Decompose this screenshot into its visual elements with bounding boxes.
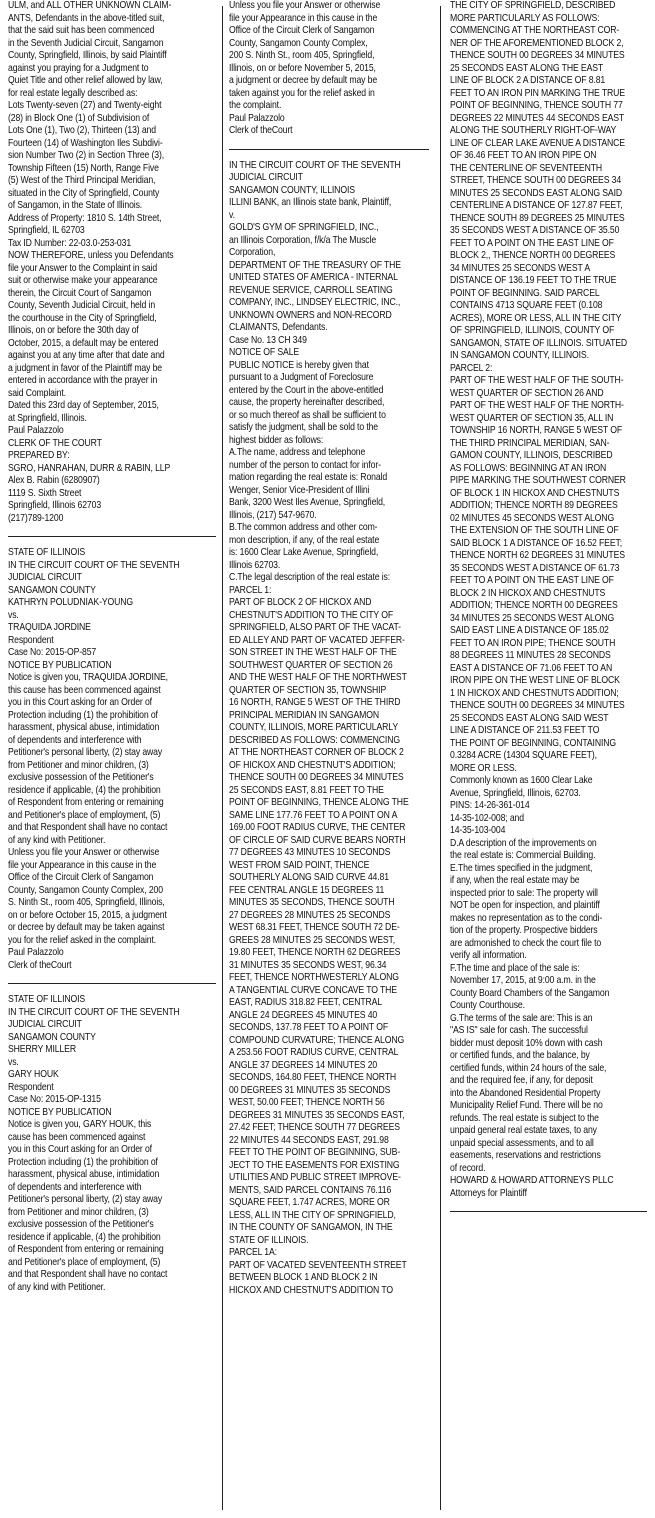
- notice-of-sale: IN THE CIRCUIT COURT OF THE SEVENTH JUDICIAL CIRCUIT SANGAMON COUNTY, ILLINOIS ILLINI BANK, an Illinois state bank, Plaintiff, v. GOLD'S GYM OF SPRINGFIELD, INC., an Illinois Corporation, f/k/a The Muscle Corporation, DEPARTMENT OF THE TREASURY OF THE UNITED STATES OF AMERICA - INTERNAL REVENUE SERVICE, CARROLL SEATING COMPANY, INC., LINDSEY ELECTRIC, INC., UNKNOWN OWNERS and NON-RECORD CLAIMANTS, Defendants. Case No. 13 CH 349 NOTICE OF SALE PUBLIC NOTICE is hereby given that pursuant to a Judgment of Foreclosure entered by the Court in the above-entitled cause, the property hereinafter described, or so much thereof as shall be sufficient to satisfy the judgment, shall be sold to the highest bidder as follows: A.The name, address and telephone number of the person to contact for infor- mation regarding the real estate is: Ronald Wenger, Senior Vice-President of Illini Bank, 3200 West Iles Avenue, Springfield, Illinois, (217) 547-9670. B.The common address and other com- mon description, if any, of the real estate is: 1600 Clear Lake Avenue, Springfield, Illinois 62703. C.The legal description of the real estate is: PARCEL 1: PART OF BLOCK 2 OF HICKOX AND CHESTNUT'S ADDITION TO THE CITY OF SPRINGFIELD, ALSO PART OF THE VACAT- ED ALLEY AND PART OF VACATED JEFFER- SON STREET IN THE WEST HALF OF THE SOUTHWEST QUARTER OF SECTION 26 AND THE WEST HALF OF THE NORTHWEST QUARTER OF SECTION 35, TOWNSHIP 16 NORTH, RANGE 5 WEST OF THE THIRD PRINCIPAL MERIDIAN IN SANGAMON COUNTY, ILLINOIS, MORE PARTICULARLY DESCRIBED AS FOLLOWS: COMMENCING AT THE NORTHEAST CORNER OF BLOCK 2 OF HICKOX AND CHESTNUT'S ADDITION; THENCE SOUTH 00 DEGREES 34 MINUTES 25 SECONDS EAST, 8.81 FEET TO THE POINT OF BEGINNING, THENCE ALONG THE SAME LINE 177.76 FEET TO A POINT ON A 169.00 FOOT RADIUS CURVE, THE CENTER OF CIRCLE OF SAID CURVE BEARS NORTH 77 DEGREES 43 MINUTES 10 SECONDS WEST FROM SAID POINT, THENCE SOUTHERLY ALONG SAID CURVE 44.81 FEE CENTRAL ANGLE 15 DEGREES 11 MINUTES 35 SECONDS, THENCE SOUTH 27 DEGREES 28 MINUTES 25 SECONDS WEST 68.31 FEET, THENCE SOUTH 72 DE- GREES 28 MINUTES 25 SECONDS WEST, 19.80 FEET, THENCE NORTH 62 DEGREES 31 MINUTES 35 SECONDS WEST, 96.34 FEET, THENCE NORTHWESTERLY ALONG A TANGENTIAL CURVE CONCAVE TO THE EAST, RADIUS 318.82 FEET, CENTRAL ANGLE 24 DEGREES 45 MINUTES 40 SECONDS, 137.78 FEET TO A POINT OF COMPOUND CURVATURE; THENCE ALONG A 253.56 FOOT RADIUS CURVE, CENTRAL ANGLE 37 DEGREES 14 MINUTES 20 SECONDS, 164.80 FEET, THENCE NORTH 00 DEGREES 31 MINUTES 35 SECONDS WEST, 50.00 FEET; THENCE NORTH 56 DEGREES 31 MINUTES 35 SECONDS EAST, 27.42 FEET; THENCE SOUTH 77 DEGREES 22 MINUTES 44 SECONDS EAST, 291.98 FEET TO THE POINT OF BEGINNING, SUB- JECT TO THE EASEMENTS FOR EXISTING UTILITIES AND PUBLIC STREET IMPROVE- MENTS, SAID PARCEL CONTAINS 76.116 SQUARE FEET, 1.747 ACRES, MORE OR LESS, ALL IN THE CITY OF SPRINGFIELD, IN THE COUNTY OF SANGAMON, IN THE STATE OF ILLINOIS. PARCEL 1A: PART OF VACATED SEVENTEENTH STREET BETWEEN BLOCK 1 AND BLOCK 2 IN HICKOX AND CHESTNUT'S ADDITION TO: [229, 159, 409, 1296]
- notice-separator: [8, 536, 216, 537]
- column-divider-left: [222, 6, 223, 1510]
- notice-end-rule: [450, 1211, 647, 1212]
- notice-order-of-protection-houk: STATE OF ILLINOIS IN THE CIRCUIT COURT OF THE SEVENTH JUDICIAL CIRCUIT SANGAMON COUNTY SHERRY MILLER vs. GARY HOUK Respondent Case No: 2015-OP-1315 NOTICE BY PUBLICATION Notice is given you, GARY HOUK, this cause has been commenced against you in this Court asking for an Order of Protection including (1) the prohibition of harassment, physical abuse, intimidation of dependents and interference with Petitioner's personal liberty, (2) stay away from Petitioner and minor children, (3) exclusive possession of the Petitioner's residence if applicable, (4) the prohibition of Respondent from entering or remaining and Petitioner's place of employment, (5) and that Respondent shall have no contact of any kind with Petitioner.: [8, 994, 180, 1293]
- column-divider-right: [440, 6, 441, 1510]
- notice-separator: [229, 149, 429, 150]
- notice-separator: [8, 983, 216, 984]
- notice-order-of-protection-jordine: STATE OF ILLINOIS IN THE CIRCUIT COURT OF THE SEVENTH JUDICIAL CIRCUIT SANGAMON COUNTY KATHRYN POLUDNIAK-YOUNG vs. TRAQUIDA JORDINE Respondent Case No: 2015-OP-857 NOTICE BY PUBLICATION Notice is given you, TRAQUIDA JORDINE, this cause has been commenced against you in this Court asking for an Order of Protection including (1) the prohibition of harassment, physical abuse, intimidation of dependents and interference with Petitioner's personal liberty, (2) stay away from Petitioner and minor children, (3) exclusive possession of the Petitioner's residence if applicable, (4) the prohibition of Respondent from entering or remaining and Petitioner's place of employment, (5) and that Respondent shall have no contact of any kind with Petitioner. Unless you file your Answer or otherwise file your Appearance in this cause in the Office of the Circuit Clerk of Sangamon County, Sangamon County Complex, 200 S. Ninth St., room 405, Springfield, Illinois, on or before October 15, 2015, a judgment or decree by default may be taken against you for the relief asked in the complaint. Paul Palazzolo Clerk of theCourt: [8, 547, 180, 971]
- notice-houk-continued: Unless you file your Answer or otherwise file your Appearance in this cause in the Office of the Circuit Clerk of Sangamon County, Sangamon County Complex, 200 S. Ninth St., room 405, Springfield, Illinois, on or before November 5, 2015, a judgment or decree by default may be taken against you for the relief asked in the complaint. Paul Palazzolo Clerk of theCourt: [229, 0, 381, 136]
- column-2: [229, 0, 429, 1297]
- notice-quiet-title-continued: ULM, and ALL OTHER UNKNOWN CLAIM- ANTS, Defendants in the above-titled suit, that the said suit has been commenced in the Seventh Judicial Circuit, Sangamon County, Springfield, Illinois, by said Plaintiff against you praying for a Judgment to Quiet Title and other relief allowed by law, for real estate legally described as: Lots Twenty-seven (27) and Twenty-eight (28) in Block One (1) of Subdivision of Lots One (1), Two (2), Thirteen (13) and Fourteen (14) of Washington Iles Subdivi- sion Number Two (2) in Section Three (3), Township Fifteen (15) North, Range Five (5) West of the Third Principal Meridian, situated in the City of Springfield, County of Sangamon, in the State of Illinois. Address of Property: 1810 S. 14th Street, Springfield, IL 62703 Tax ID Number: 22-03.0-253-031 NOW THEREFORE, unless you Defendants file your Answer to the Complaint in said suit or otherwise make your appearance therein, the Circuit Court of Sangamon County, Seventh Judicial Circuit, held in the courthouse in the City of Springfield, Illinois, on or before the 30th day of October, 2015, a default may be entered against you at any time after that date and a judgment in favor of the Plaintiff may be entered in accordance with the prayer in said Complaint. Dated this 23rd day of September, 2015, at Springfield, Illinois. Paul Palazzolo CLERK OF THE COURT PREPARED BY: SGRO, HANRAHAN, DURR & RABIN, LLP Alex B. Rabin (6280907) 1119 S. Sixth Street Springfield, Illinois 62703 (217)789-1200: [8, 0, 174, 524]
- column-1: [8, 0, 216, 1294]
- column-3: [450, 0, 647, 1222]
- notice-of-sale-continued: THE CITY OF SPRINGFIELD, DESCRIBED MORE PARTICULARLY AS FOLLOWS: COMMENCING AT THE NORTHEAST COR- NER OF THE AFOREMENTIONED BLOCK 2, THENCE SOUTH 00 DEGREES 34 MINUTES 25 SECONDS EAST ALONG THE EAST LINE OF BLOCK 2 A DISTANCE OF 8.81 FEET TO AN IRON PIN MARKING THE TRUE POINT OF BEGINNING, THENCE SOUTH 77 DEGREES 22 MINUTES 44 SECONDS EAST ALONG THE SOUTHERLY RIGHT-OF-WAY LINE OF CLEAR LAKE AVENUE A DISTANCE OF 36.46 FEET TO AN IRON PIPE ON THE CENTERLINE OF SEVENTEENTH STREET, THENCE SOUTH 00 DEGREES 34 MINUTES 25 SECONDS EAST ALONG SAID CENTERLINE A DISTANCE OF 127.87 FEET, THENCE SOUTH 89 DEGREES 25 MINUTES 35 SECONDS WEST A DISTANCE OF 35.50 FEET TO A POINT ON THE EAST LINE OF BLOCK 2,, THENCE NORTH 00 DEGREES 34 MINUTES 25 SECONDS WEST A DISTANCE OF 136.19 FEET TO THE TRUE POINT OF BEGINNING. SAID PARCEL CONTAINS 4713 SQUARE FEET (0.108 ACRES), MORE OR LESS, ALL IN THE CITY OF SPRINGFIELD, ILLINOIS, COUNTY OF SANGAMON, STATE OF ILLINOIS. SITUATED IN SANGAMON COUNTY, ILLINOIS. PARCEL 2: PART OF THE WEST HALF OF THE SOUTH- WEST QUARTER OF SECTION 26 AND PART OF THE WEST HALF OF THE NORTH- WEST QUARTER OF SECTION 35, ALL IN TOWNSHIP 16 NORTH, RANGE 5 WEST OF THE THIRD PRINCIPAL MERIDIAN, SAN- GAMON COUNTY, ILLINOIS, DESCRIBED AS FOLLOWS: BEGINNING AT AN IRON PIPE MARKING THE SOUTHWEST CORNER OF BLOCK 1 IN HICKOX AND CHESTNUTS ADDITION; THENCE NORTH 89 DEGREES 02 MINUTES 45 SECONDS WEST ALONG THE EXTENSION OF THE SOUTH LINE OF SAID BLOCK 1 A DISTANCE OF 16.52 FEET; THENCE NORTH 62 DEGREES 31 MINUTES 35 SECONDS WEST A DISTANCE OF 61.73 FEET TO A POINT ON THE EAST LINE OF BLOCK 2 IN HICKOX AND CHESTNUTS ADDITION; THENCE NORTH 00 DEGREES 34 MINUTES 25 SECONDS WEST ALONG SAID EAST LINE A DISTANCE OF 185.02 FEET TO AN IRON PIPE; THENCE SOUTH 88 DEGREES 11 MINUTES 28 SECONDS EAST A DISTANCE OF 71.06 FEET TO AN IRON PIPE ON THE WEST LINE OF BLOCK 1 IN HICKOX AND CHESTNUTS ADDITION; THENCE SOUTH 00 DEGREES 34 MINUTES 25 SECONDS EAST ALONG SAID WEST LINE A DISTANCE OF 211.53 FEET TO THE POINT OF BEGINNING, CONTAINING 0.3284 ACRE (14304 SQUARE FEET), MORE OR LESS. Commonly known as 1600 Clear Lake Avenue, Springfield, Illinois, 62703. PINS: 14-26-361-014 14-35-102-008; and 14-35-103-004 D.A description of the improvements on the real estate is: Commercial Building. E.The times specified in the judgment, if any, when the real estate may be inspected prior to sale: The property will NOT be open for inspection, and plaintiff makes no representation as to the condi- tion of the property. Prospective bidders are admonished to check the court file to verify all information. F.The time and place of the sale is: November 17, 2015, at 9:00 a.m. in the County Board Chambers of the Sangamon County Courthouse. G.The terms of the sale are: This is an "AS IS" sale for cash. The successful bidder must deposit 10% down with cash or certified funds, and the balance, by certified funds, within 24 hours of the sale, and the required fee, if any, for deposit into the Abandoned Residential Property Municipality Relief Fund. There will be no refunds. The real estate is subject to the unpaid general real estate taxes, to any unpaid special assessments, and to all easements, reservations and restrictions of record. HOWARD & HOWARD ATTORNEYS PLLC Attorneys for Plaintiff: [450, 0, 628, 1199]
